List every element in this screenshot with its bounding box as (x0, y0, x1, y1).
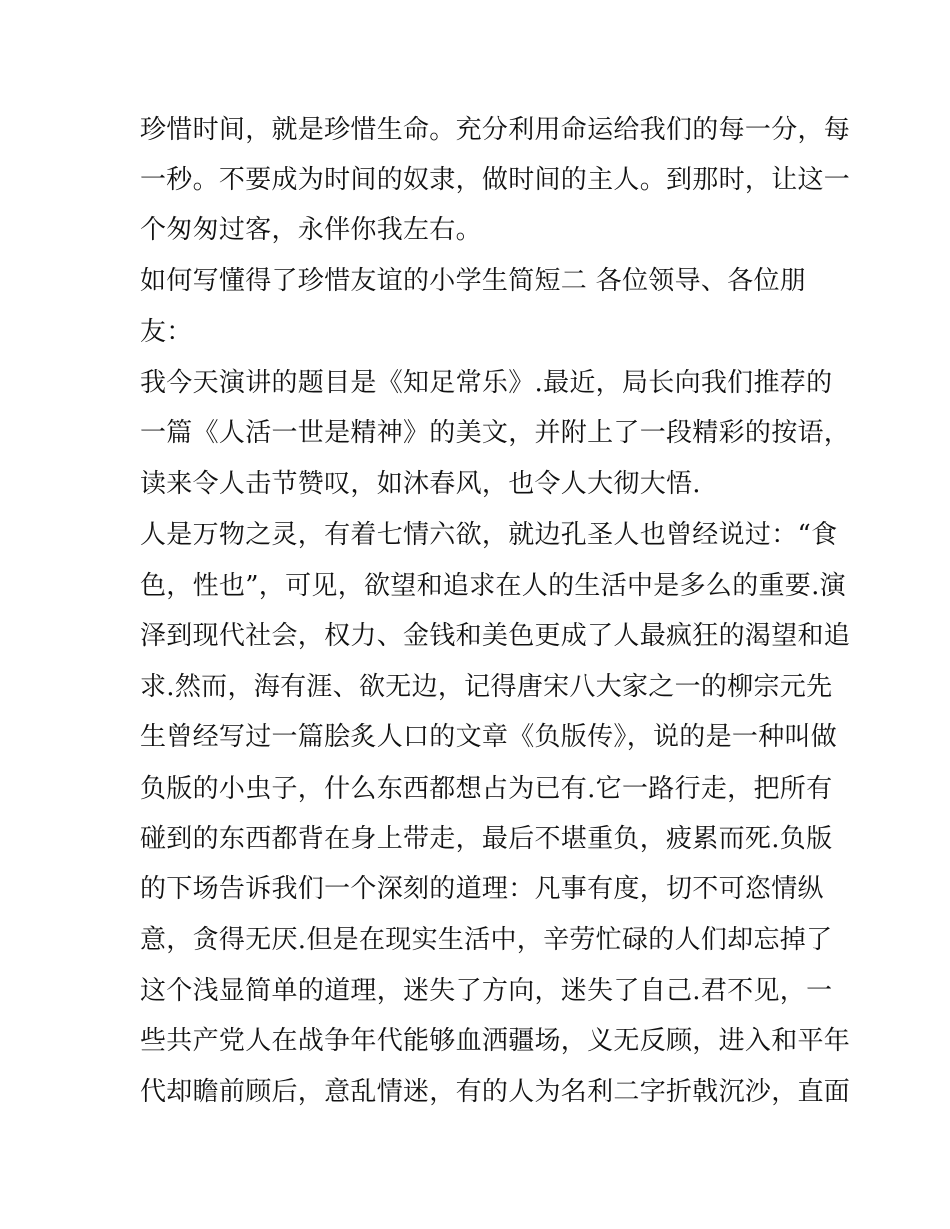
text-line: 意，贪得无厌.但是在现实生活中，辛劳忙碌的人们却忘掉了 (140, 925, 833, 955)
text-line: 求.然而，海有涯、欲无边，记得唐宋八大家之一的柳宗元先 (140, 672, 833, 702)
text-line: 这个浅显简单的道理，迷失了方向，迷失了自己.君不见，一 (140, 976, 833, 1006)
text-line: 我今天演讲的题目是《知足常乐》.最近，局长向我们推荐的 (140, 368, 833, 398)
text-line: 的下场告诉我们一个深刻的道理：凡事有度，切不可恣情纵 (140, 874, 824, 904)
text-line: 一秒。不要成为时间的奴隶，做时间的主人。到那时，让这一 (140, 165, 851, 195)
text-line: 生曾经写过一篇脍炙人口的文章《负版传》，说的是一种叫做 (140, 722, 838, 752)
text-line: 一篇《人活一世是精神》的美文，并附上了一段精彩的按语， (140, 418, 851, 448)
text-line: 读来令人击节赞叹，如沐春风，也令人大彻大悟. (140, 469, 701, 499)
text-line: 色，性也”，可见，欲望和追求在人的生活中是多么的重要.演 (140, 571, 846, 601)
text-line: 碰到的东西都背在身上带走，最后不堪重负，疲累而死.负版 (140, 824, 833, 854)
text-line: 些共产党人在战争年代能够血洒疆场，义无反顾，进入和平年 (140, 1026, 851, 1056)
text-line: 代却瞻前顾后，意乱情迷，有的人为名利二字折戟沉沙，直面 (140, 1077, 851, 1107)
text-line: 如何写懂得了珍惜友谊的小学生简短二 各位领导、各位朋 (140, 266, 807, 296)
text-line: 负版的小虫子，什么东西都想占为已有.它一路行走，把所有 (140, 774, 833, 804)
text-line: 泽到现代社会，权力、金钱和美色更成了人最疯狂的渴望和追 (140, 621, 851, 651)
text-line: 个匆匆过客，永伴你我左右。 (140, 215, 482, 245)
text-line: 人是万物之灵，有着七情六欲，就边孔圣人也曾经说过：“食 (140, 520, 838, 550)
text-line: 珍惜时间，就是珍惜生命。充分利用命运给我们的每一分，每 (140, 115, 851, 145)
text-line: 友： (140, 317, 193, 347)
